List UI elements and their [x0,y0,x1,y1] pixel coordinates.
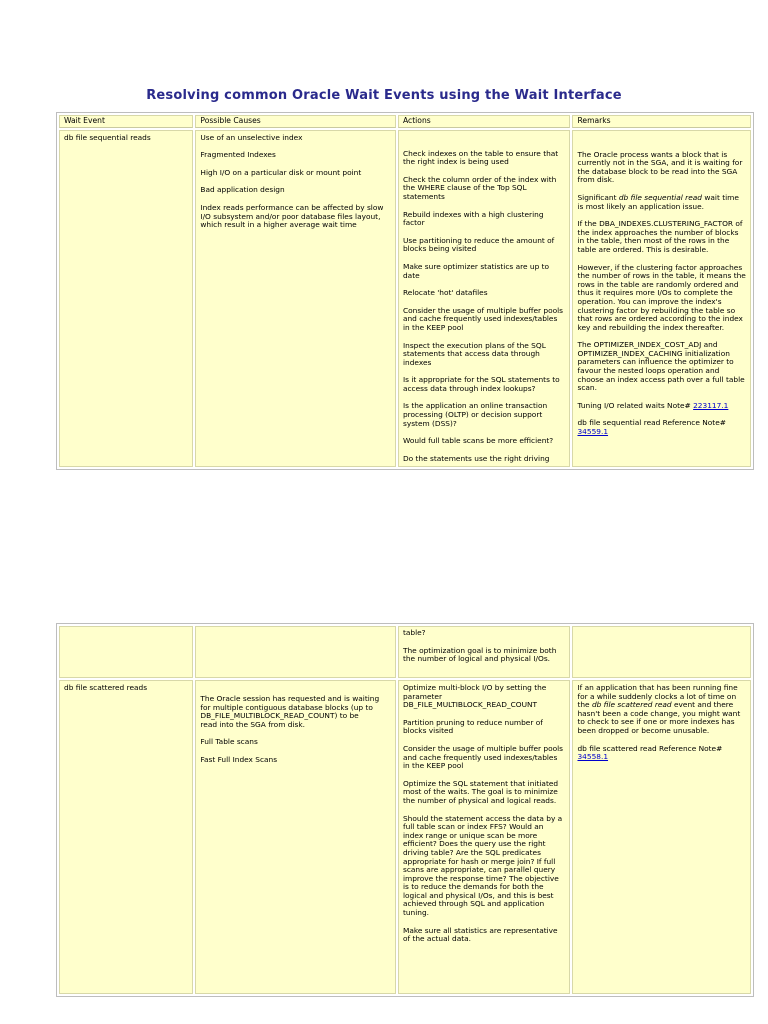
remark-text: event and there hasn't been a code change, you might want to check to see if one or more indexes has been dropped or become unusable. [577,700,741,735]
action-item: Make sure optimizer statistics are up to date [402,261,550,280]
remark-paragraph: The OPTIMIZER_INDEX_COST_ADJ and OPTIMIZER_INDEX_CACHING initialization parameters can influence the optimizer to favour the nested loops operation and choose an index access path over a full table scan. [577,340,745,393]
action-item: Consider the usage of multiple buffer pools and cache frequently used indexes/tables in the KEEP pool [402,305,564,332]
remark-paragraph: However, if the clustering factor approaches the number of rows in the table, it means the rows in the table are randomly ordered and thus it requires more I/Os to complete the operation. You can improve the index's clustering factor by rebuilding the table so that rows are ordered according to the index key and rebuilding the index thereafter. [577,262,746,332]
remark-paragraph [577,194,746,211]
remark-emphasis: db file scattered read [591,700,672,710]
action-item: Is it appropriate for the SQL statements to access data through index lookups? [402,375,560,393]
action-item: Rebuild indexes with a high clustering factor [402,209,544,228]
header-remarks: Remarks [572,115,751,128]
cause-item: Use of an unselective index [200,132,303,142]
cause-item: High I/O on a particular disk or mount point [200,167,362,177]
header-row [59,115,751,128]
remark-text: wait time is most likely an application issue. [577,192,739,211]
table-row [59,130,751,468]
empty-cell [572,626,751,678]
remarks-cell [572,680,751,994]
remark-paragraph: The Oracle process wants a block that is currently not in the SGA, and it is waiting for the database block to be read into the SGA from disk. [577,149,743,185]
header-actions: Actions [398,115,571,128]
empty-cell [195,626,396,678]
header-possible-causes: Possible Causes [195,115,396,128]
action-item: Check indexes on the table to ensure that the right index is being used [402,148,559,167]
action-item: Inspect the execution plans of the SQL statements that access data through indexes [402,340,546,367]
action-item: Is the application an online transaction processing (OLTP) or decision support system (DSS)? [402,401,548,428]
action-item: Do the statements use the right driving [402,453,550,463]
empty-cell [59,626,193,678]
actions-cell [398,130,571,468]
action-item: Make sure all statistics are representative of the actual data. [402,925,558,944]
wait-event-name: db file sequential reads [64,132,151,142]
remark-emphasis: db file sequential read [618,192,702,202]
possible-causes-cell [195,130,396,468]
action-item: table? [402,628,426,637]
header-wait-event: Wait Event [59,115,193,128]
wait-event-name: db file scattered reads [64,683,148,692]
action-item: Would full table scans be more efficient? [402,436,554,446]
remark-paragraph [577,684,746,736]
action-item: Use partitioning to reduce the amount of blocks being visited [402,235,555,254]
actions-cell [398,680,571,994]
remark-text: db file sequential read Reference Note# [577,418,726,428]
action-item: Consider the usage of multiple buffer pools and cache frequently used indexes/tables in the KEEP pool [402,743,564,771]
table-row [59,626,751,678]
cause-item: Bad application design [200,185,285,195]
cause-item: Fast Full Index Scans [200,754,278,764]
wait-event-cell [59,680,193,994]
remark-paragraph: If the DBA_INDEXES.CLUSTERING_FACTOR of the index approaches the number of blocks in the table, then most of the rows in the table are ordered. This is desirable. [577,219,743,254]
possible-causes-cell [195,680,396,994]
remark-text: Tuning I/O related waits Note# [577,400,694,410]
remark-paragraph [577,419,746,436]
note-link-223117[interactable]: 223117.1 [693,400,729,410]
action-item: Optimize the SQL statement that initiated most of the waits. The goal is to minimize the number of physical and logical reads. [402,778,559,805]
note-link-34559[interactable]: 34559.1 [577,427,609,437]
cause-item: Full Table scans [200,737,258,747]
wait-events-table-1 [56,112,754,470]
remarks-cell [572,130,751,468]
table-row [59,680,751,994]
page-title: Resolving common Oracle Wait Events using the Wait Interface [146,88,622,103]
cause-item: Index reads performance can be affected by slow I/O subsystem and/or poor database files layout, which result in a higher average wait time [200,202,384,230]
actions-continued-cell [398,626,571,678]
action-item: The optimization goal is to minimize both the number of logical and physical I/Os. [402,645,557,664]
action-item: Check the column order of the index with the WHERE clause of the Top SQL statements [402,174,557,201]
remark-text: Significant [577,192,619,202]
wait-event-cell [59,130,193,468]
remark-text: db file scattered read Reference Note# [577,743,723,753]
action-item: Relocate 'hot' datafiles [402,288,488,298]
remark-paragraph [577,745,746,762]
wait-events-table-2 [56,623,754,997]
cause-item: Fragmented Indexes [200,150,276,160]
action-item: Optimize multi-block I/O by setting the parameter DB_FILE_MULTIBLOCK_READ_COUNT [402,683,547,710]
remark-paragraph [577,402,746,411]
action-item: Should the statement access the data by a full table scan or index FFS? Would an index range or unique scan be more efficient? Does the query use the right driving table? Are the SQL predicates appropriate for hash or merge join? If full scans are appropriate, can parallel query improve the response time? The objective is to reduce the demands for both the logical and physical I/Os, and this is best achieved through SQL and application tuning. [402,813,563,918]
cause-item: The Oracle session has requested and is waiting for multiple contiguous database blocks (up to DB_FILE_MULTIBLOCK_READ_COUNT) to be read into the SGA from disk. [200,694,380,729]
remark-text: If an application that has been running fine for a while suddenly clocks a lot of time on the [577,683,738,710]
action-item: Partition pruning to reduce number of blocks visited [402,717,543,736]
note-link-34558[interactable]: 34558.1 [577,752,609,762]
